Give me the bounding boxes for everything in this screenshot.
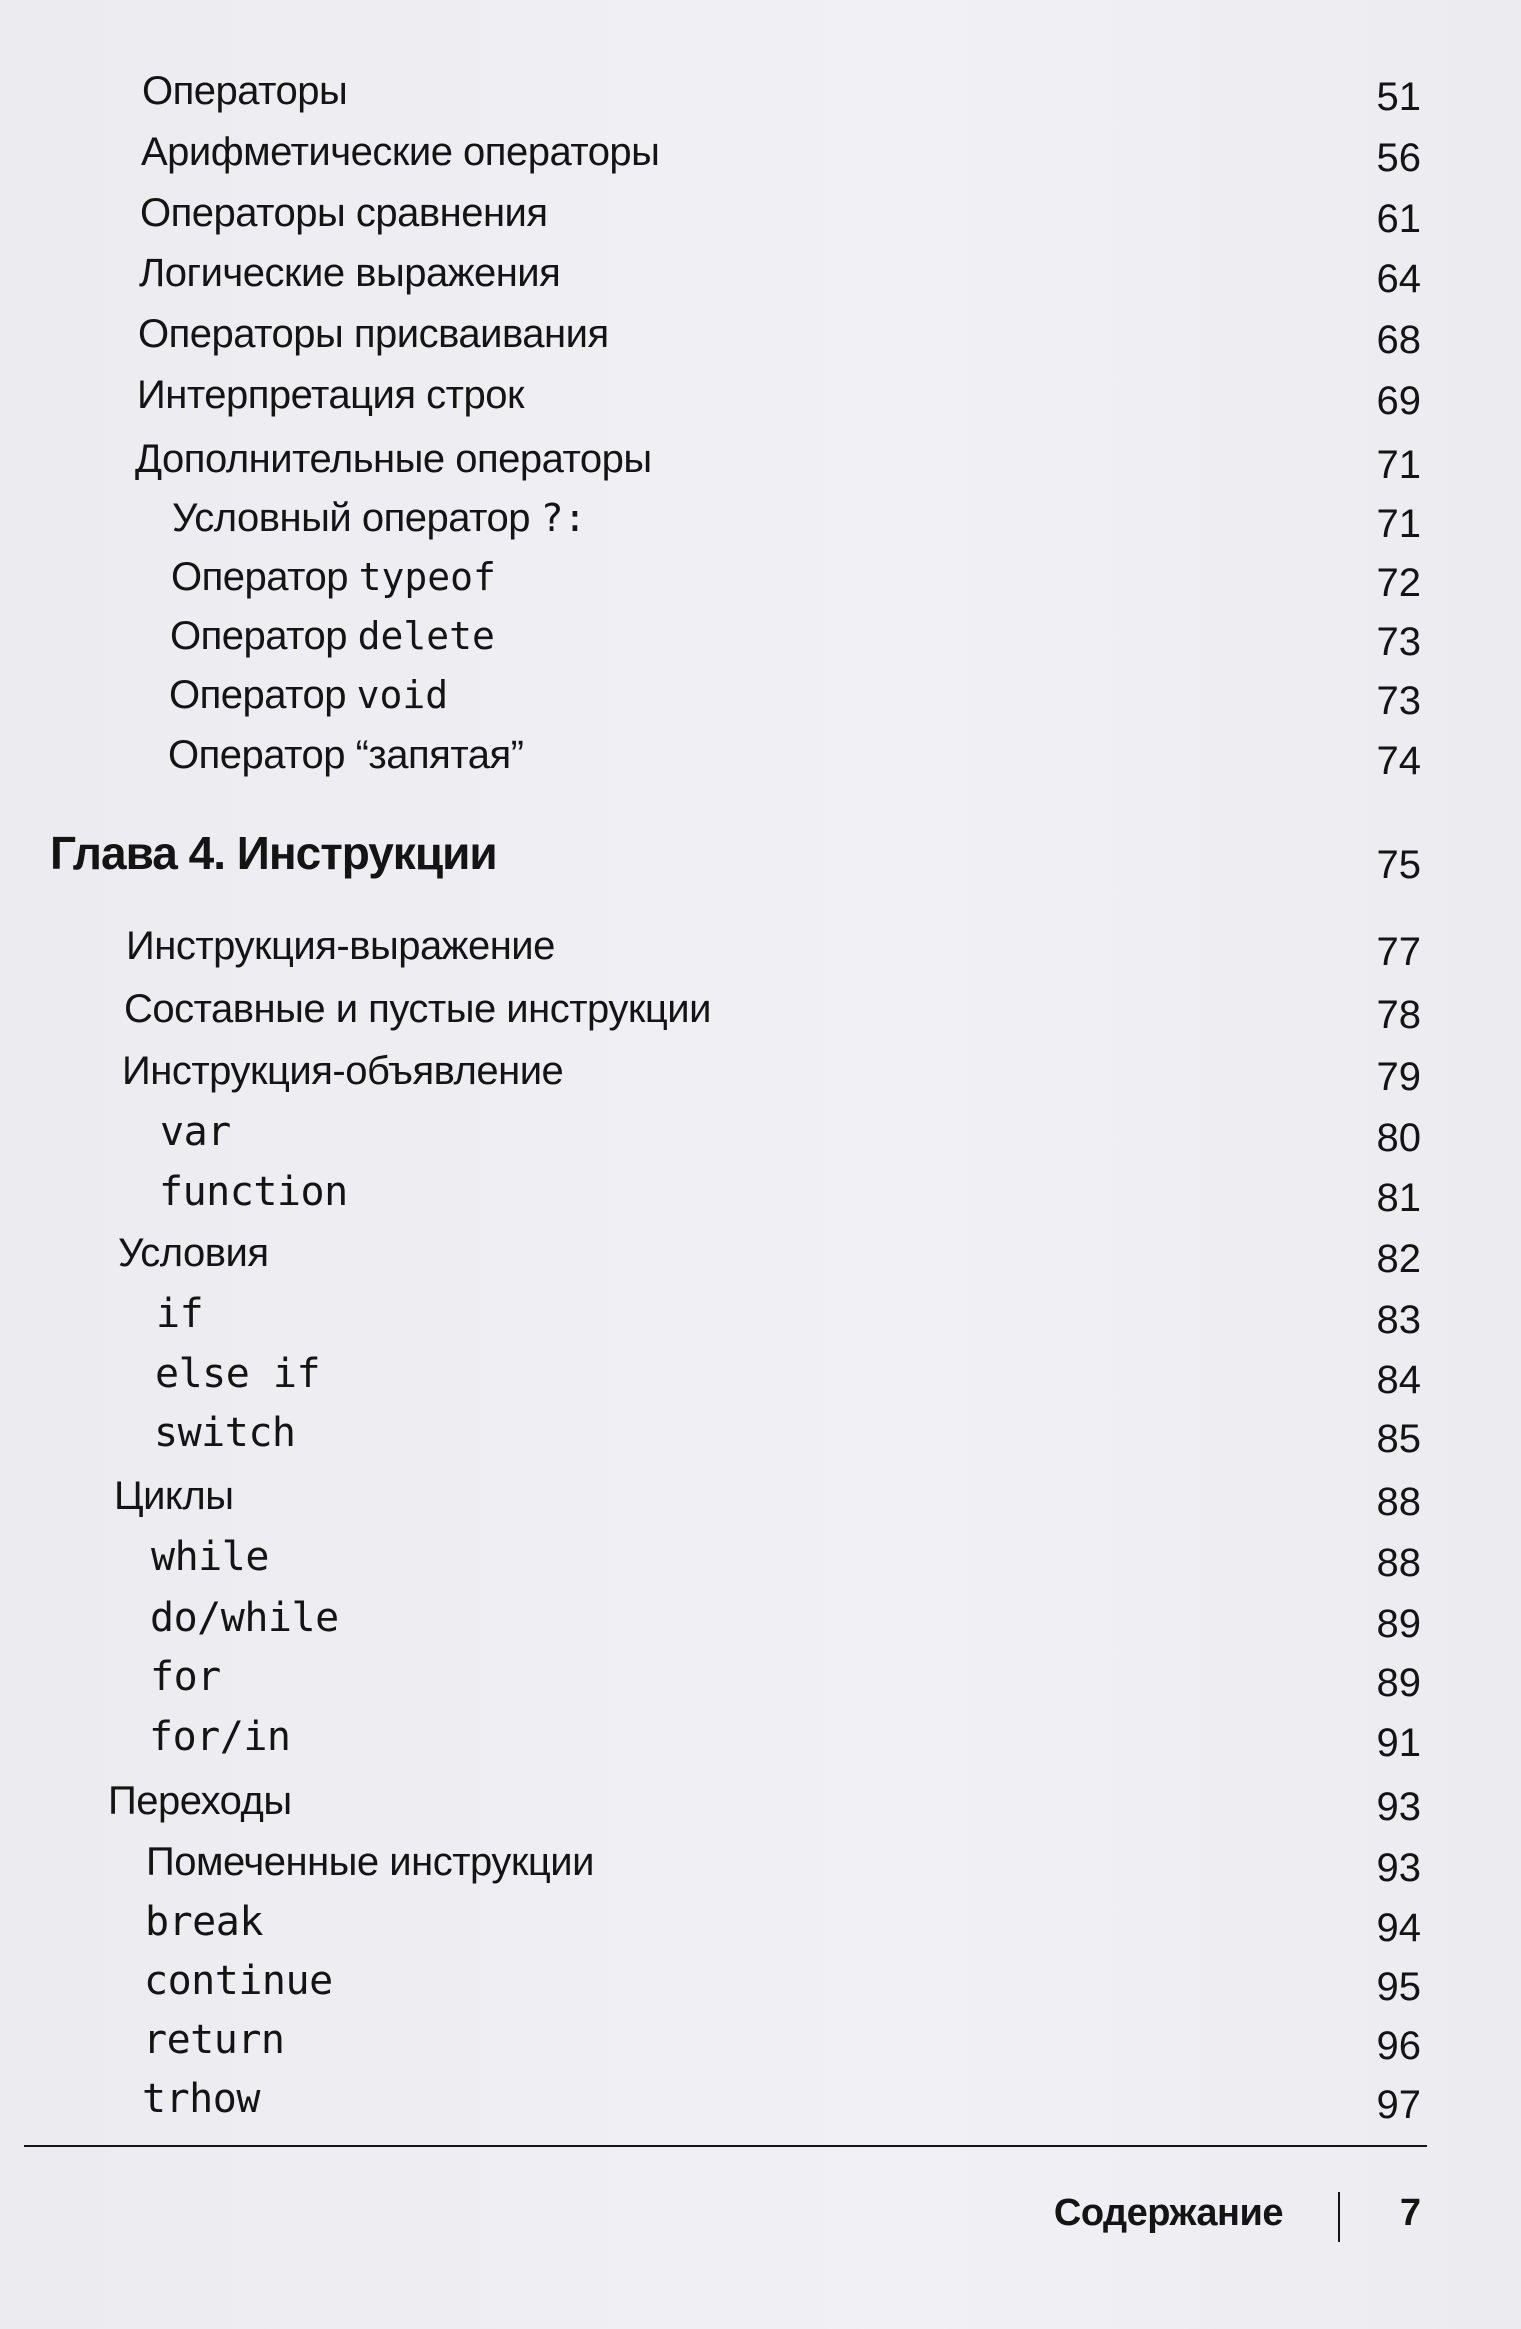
- toc-entry: [0, 724, 1521, 784]
- toc-entry: [0, 546, 1521, 606]
- toc-entry-title: Операторы сравнения: [140, 191, 548, 235]
- toc-entry-page: 93: [1376, 1846, 1421, 1890]
- toc-entry-code: continue: [144, 1958, 333, 2004]
- toc-entry-page: 71: [1376, 443, 1421, 487]
- toc-entry-page: 94: [1376, 1906, 1421, 1950]
- toc-entry: [0, 303, 1521, 363]
- toc-entry-page: 61: [1376, 197, 1421, 241]
- toc-entry: [0, 182, 1521, 242]
- toc-entry-page: 64: [1376, 257, 1421, 301]
- toc-entry: [0, 1770, 1521, 1830]
- toc-entry: [0, 1831, 1521, 1891]
- toc-entry-page: 88: [1376, 1480, 1421, 1524]
- toc-entry: [0, 1222, 1521, 1282]
- toc-entry-title: Оператор “запятая”: [168, 733, 524, 777]
- toc-entry-page: 75: [1376, 843, 1421, 887]
- toc-entry-code: for/in: [149, 1714, 291, 1760]
- toc-entry-page: 72: [1376, 561, 1421, 605]
- toc-entry-text: Оператор: [170, 614, 347, 658]
- toc-entry-title: [169, 673, 448, 718]
- toc-entry-page: 73: [1376, 620, 1421, 664]
- toc-entry-title: Инструкция-объявление: [122, 1049, 564, 1093]
- toc-entry-page: 95: [1376, 1965, 1421, 2009]
- toc-entry-page: 78: [1376, 993, 1421, 1037]
- toc-entry-page: 84: [1376, 1358, 1421, 1402]
- toc-entry: [0, 1283, 1521, 1343]
- toc-entry-code: if: [156, 1291, 204, 1337]
- toc-entry-title: [170, 614, 495, 659]
- toc-entry-page: 68: [1376, 318, 1421, 362]
- toc-entry: [0, 915, 1521, 975]
- toc-entry-title: [171, 555, 496, 600]
- toc-entry-title: Операторы: [142, 69, 348, 113]
- toc-entry-code: typeof: [358, 555, 496, 599]
- toc-entry-title: [172, 496, 586, 541]
- toc-entry: [0, 1891, 1521, 1951]
- toc-chapter-title: Глава 4. Инструкции: [50, 827, 497, 879]
- toc-entry: [0, 1101, 1521, 1161]
- toc-chapter-heading: [0, 828, 1521, 888]
- toc-entry-title: Переходы: [108, 1779, 292, 1823]
- toc-entry: [0, 1646, 1521, 1706]
- toc-entry: [0, 428, 1521, 488]
- toc-entry: [0, 121, 1521, 181]
- toc-entry: [0, 1465, 1521, 1525]
- toc-entry-code: for: [150, 1654, 221, 1700]
- toc-entry-title: Составные и пустые инструкции: [124, 987, 711, 1031]
- toc-entry-page: 89: [1376, 1602, 1421, 1646]
- toc-entry-code: break: [145, 1899, 263, 1945]
- toc-entry-page: 56: [1376, 136, 1421, 180]
- toc-entry: [0, 1587, 1521, 1647]
- toc-entry-page: 83: [1376, 1298, 1421, 1342]
- toc-entry: [0, 605, 1521, 665]
- toc-entry-page: 74: [1376, 739, 1421, 783]
- toc-entry-code: var: [160, 1109, 231, 1155]
- running-footer-title: Содержание: [1053, 2192, 1283, 2234]
- toc-entry-page: 69: [1376, 379, 1421, 423]
- toc-entry-title: Помеченные инструкции: [146, 1840, 594, 1884]
- toc-entry: [0, 242, 1521, 302]
- toc-entry-page: 51: [1376, 75, 1421, 119]
- toc-entry-code: switch: [154, 1410, 296, 1456]
- toc-entry-page: 81: [1376, 1176, 1421, 1220]
- toc-entry: [0, 1706, 1521, 1766]
- toc-entry-code: else if: [155, 1351, 321, 1397]
- toc-entry: [0, 60, 1521, 120]
- toc-entry-code: delete: [357, 614, 495, 658]
- toc-entry: [0, 1343, 1521, 1403]
- toc-entry-title: Циклы: [114, 1474, 234, 1518]
- toc-entry-title: Условия: [118, 1231, 269, 1275]
- toc-entry: [0, 1161, 1521, 1221]
- toc-entry-text: Оператор: [169, 673, 346, 717]
- toc-entry-code: return: [143, 2017, 285, 2063]
- toc-entry-code: do/while: [150, 1595, 339, 1641]
- toc-entry: [0, 2068, 1521, 2128]
- toc-entry: [0, 364, 1521, 424]
- toc-entry: [0, 664, 1521, 724]
- toc-entry-text: Условный оператор: [172, 496, 530, 540]
- toc-entry-page: 79: [1376, 1055, 1421, 1099]
- toc-entry-page: 82: [1376, 1237, 1421, 1281]
- toc-entry: [0, 1402, 1521, 1462]
- toc-entry-title: Операторы присваивания: [138, 312, 609, 356]
- footer-separator: [1338, 2192, 1340, 2242]
- toc-entry: [0, 1950, 1521, 2010]
- toc-entry: [0, 978, 1521, 1038]
- toc-entry-text: Оператор: [171, 555, 348, 599]
- toc-entry-page: 88: [1376, 1541, 1421, 1585]
- toc-entry-title: Арифметические операторы: [141, 130, 660, 174]
- toc-entry-title: Инструкция-выражение: [126, 924, 555, 968]
- toc-entry: [0, 487, 1521, 547]
- toc-entry-page: 77: [1376, 930, 1421, 974]
- toc-entry-page: 89: [1376, 1661, 1421, 1705]
- toc-entry-code: function: [159, 1169, 348, 1215]
- toc-entry: [0, 1040, 1521, 1100]
- toc-entry-page: 71: [1376, 502, 1421, 546]
- toc-entry-code: ?:: [540, 496, 587, 540]
- toc-entry: [0, 1526, 1521, 1586]
- toc-entry-title: Дополнительные операторы: [135, 437, 652, 481]
- toc-entry-code: trhow: [142, 2076, 260, 2122]
- toc-entry-title: Интерпретация строк: [137, 373, 524, 417]
- toc-entry-title: Логические выражения: [139, 251, 561, 295]
- toc-entry-page: 85: [1376, 1417, 1421, 1461]
- page-number: 7: [1399, 2192, 1421, 2234]
- toc-entry-page: 91: [1376, 1721, 1421, 1765]
- toc-entry-page: 96: [1376, 2024, 1421, 2068]
- footer-divider: [24, 2145, 1427, 2147]
- toc-entry-page: 73: [1376, 679, 1421, 723]
- toc-entry-page: 93: [1376, 1785, 1421, 1829]
- toc-entry-code: while: [151, 1534, 269, 1580]
- toc-entry-code: void: [356, 673, 449, 717]
- toc-entry-page: 80: [1376, 1116, 1421, 1160]
- toc-entry: [0, 2009, 1521, 2069]
- toc-entry-page: 97: [1376, 2083, 1421, 2127]
